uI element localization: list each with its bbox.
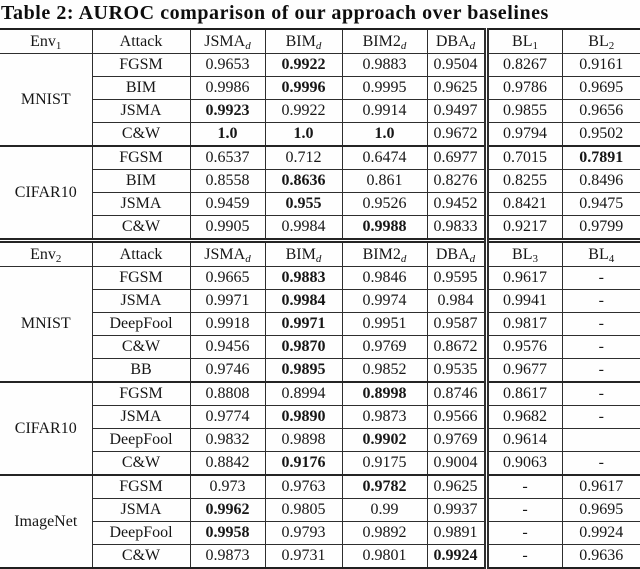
auroc-value-cell: 1.0 [265, 123, 342, 147]
auroc-value-cell: 0.8255 [486, 170, 562, 193]
column-header [92, 29, 190, 54]
auroc-value-cell: 0.9769 [342, 336, 427, 359]
column-header [486, 241, 562, 267]
auroc-value-cell: 0.9763 [265, 475, 342, 499]
auroc-value-cell: 0.9695 [562, 499, 640, 522]
table-row [0, 452, 640, 476]
column-header-subscript: d [469, 252, 476, 265]
auroc-value-cell: 0.9962 [190, 499, 265, 522]
auroc-value-cell: 0.9995 [342, 77, 427, 100]
auroc-value-cell: 0.9176 [265, 452, 342, 476]
attack-label: C&W [92, 545, 190, 569]
auroc-value-cell: 0.984 [427, 290, 486, 313]
auroc-value-cell: 0.8496 [562, 170, 640, 193]
auroc-value-cell: 0.9883 [342, 54, 427, 77]
table-row [0, 382, 640, 406]
column-header [486, 29, 562, 54]
auroc-value-cell: 0.6474 [342, 146, 427, 170]
dataset-label: CIFAR10 [0, 146, 92, 241]
table-row [0, 336, 640, 359]
auroc-value-cell: 0.9898 [265, 429, 342, 452]
auroc-value-cell: 0.9595 [427, 267, 486, 290]
auroc-value-cell: 0.7891 [562, 146, 640, 170]
auroc-value-cell: 0.9799 [562, 216, 640, 241]
auroc-value-cell: 0.9833 [427, 216, 486, 241]
table-row [0, 475, 640, 499]
column-header [265, 241, 342, 267]
auroc-value-cell: 0.9636 [562, 545, 640, 569]
table-row [0, 170, 640, 193]
column-header [427, 241, 486, 267]
column-header-label: BIM2 [362, 245, 401, 263]
column-header-label: BIM [285, 245, 316, 263]
dataset-label: ImageNet [0, 475, 92, 568]
auroc-value-cell: 0.9653 [190, 54, 265, 77]
column-header-subscript: d [469, 39, 476, 52]
auroc-value-cell: 0.9161 [562, 54, 640, 77]
auroc-value-cell: - [562, 382, 640, 406]
auroc-value-cell: 0.9502 [562, 123, 640, 147]
auroc-value-cell: 0.8808 [190, 382, 265, 406]
column-header-label: JSMA [204, 245, 246, 263]
auroc-value-cell: 0.9922 [265, 100, 342, 123]
auroc-value-cell: 0.8636 [265, 170, 342, 193]
column-header-label: BIM2 [362, 32, 401, 50]
auroc-value-cell: 0.9984 [265, 216, 342, 241]
auroc-value-cell: 0.9971 [265, 313, 342, 336]
auroc-value-cell: 0.9971 [190, 290, 265, 313]
section-header-row [0, 29, 640, 54]
column-header-label: BL [588, 245, 609, 263]
auroc-value-cell: 0.9924 [427, 545, 486, 569]
auroc-value-cell: 0.9923 [190, 100, 265, 123]
auroc-value-cell: 1.0 [190, 123, 265, 147]
auroc-value-cell: 0.9855 [486, 100, 562, 123]
auroc-value-cell: 0.9794 [486, 123, 562, 147]
auroc-value-cell: 0.9905 [190, 216, 265, 241]
auroc-value-cell: 0.9625 [427, 475, 486, 499]
column-header-subscript: d [400, 39, 407, 52]
auroc-value-cell: 0.9587 [427, 313, 486, 336]
table-row [0, 193, 640, 216]
auroc-value-cell: 0.8421 [486, 193, 562, 216]
auroc-value-cell: 0.9986 [190, 77, 265, 100]
auroc-value-cell: 0.9786 [486, 77, 562, 100]
table-row [0, 54, 640, 77]
column-header-label: Attack [119, 245, 163, 263]
auroc-value-cell: 0.9746 [190, 359, 265, 383]
auroc-value-cell: 0.8276 [427, 170, 486, 193]
attack-label: BB [92, 359, 190, 383]
auroc-value-cell: 0.9682 [486, 406, 562, 429]
auroc-value-cell: 0.9459 [190, 193, 265, 216]
attack-label: JSMA [92, 290, 190, 313]
column-header-subscript: d [315, 39, 322, 52]
auroc-value-cell: 0.9175 [342, 452, 427, 476]
auroc-value-cell: 0.9924 [562, 522, 640, 545]
auroc-value-cell: 0.9922 [265, 54, 342, 77]
auroc-value-cell: 0.9883 [265, 267, 342, 290]
column-header-subscript: 1 [55, 39, 62, 52]
column-header [92, 241, 190, 267]
auroc-value-cell: 0.9475 [562, 193, 640, 216]
auroc-value-cell: 0.9731 [265, 545, 342, 569]
auroc-value-cell: - [486, 499, 562, 522]
column-header-subscript: d [315, 252, 322, 265]
auroc-value-cell: 0.9656 [562, 100, 640, 123]
auroc-value-cell: - [562, 313, 640, 336]
auroc-value-cell: 0.8672 [427, 336, 486, 359]
table-row [0, 100, 640, 123]
auroc-value-cell: 0.9456 [190, 336, 265, 359]
column-header [190, 241, 265, 267]
column-header-label: Attack [119, 32, 163, 50]
auroc-value-cell: - [562, 336, 640, 359]
auroc-value-cell: 0.9801 [342, 545, 427, 569]
auroc-value-cell: 0.9996 [265, 77, 342, 100]
column-header-label: Env [30, 32, 56, 50]
auroc-value-cell: 0.9217 [486, 216, 562, 241]
column-header [342, 29, 427, 54]
auroc-value-cell: 0.6537 [190, 146, 265, 170]
auroc-value-cell: 0.8267 [486, 54, 562, 77]
dataset-label: CIFAR10 [0, 382, 92, 475]
auroc-value-cell: 0.9004 [427, 452, 486, 476]
auroc-value-cell: 0.6977 [427, 146, 486, 170]
auroc-value-cell: 0.9873 [342, 406, 427, 429]
auroc-value-cell: 0.8558 [190, 170, 265, 193]
column-header-subscript: 2 [608, 39, 615, 52]
column-header-subscript: 1 [532, 39, 538, 52]
auroc-value-cell: - [562, 359, 640, 383]
column-header-label: Env [30, 245, 56, 263]
column-header-subscript: d [400, 252, 407, 265]
auroc-value-cell: - [562, 267, 640, 290]
auroc-table [0, 28, 640, 569]
attack-label: JSMA [92, 100, 190, 123]
auroc-value-cell: 0.9852 [342, 359, 427, 383]
auroc-value-cell: 0.9937 [427, 499, 486, 522]
auroc-value-cell: 0.9504 [427, 54, 486, 77]
auroc-value-cell: 0.712 [265, 146, 342, 170]
auroc-value-cell: - [562, 452, 640, 476]
auroc-value-cell: 0.9063 [486, 452, 562, 476]
auroc-value-cell: 0.9846 [342, 267, 427, 290]
auroc-value-cell: 0.9958 [190, 522, 265, 545]
auroc-value-cell [562, 429, 640, 452]
attack-label: JSMA [92, 193, 190, 216]
table-row [0, 146, 640, 170]
auroc-value-cell: 0.973 [190, 475, 265, 499]
auroc-value-cell: - [562, 290, 640, 313]
dataset-label: MNIST [0, 267, 92, 383]
auroc-value-cell: 0.9902 [342, 429, 427, 452]
attack-label: BIM [92, 170, 190, 193]
auroc-value-cell: 0.9526 [342, 193, 427, 216]
column-header-subscript: d [245, 252, 251, 265]
auroc-value-cell: 0.9769 [427, 429, 486, 452]
attack-label: C&W [92, 452, 190, 476]
column-header [265, 29, 342, 54]
auroc-value-cell: 0.9695 [562, 77, 640, 100]
table-row [0, 290, 640, 313]
auroc-value-cell: 1.0 [342, 123, 427, 147]
table-row [0, 359, 640, 383]
auroc-value-cell: 0.8746 [427, 382, 486, 406]
table-row [0, 216, 640, 241]
auroc-value-cell: 0.9890 [265, 406, 342, 429]
auroc-value-cell: 0.9535 [427, 359, 486, 383]
table-row [0, 522, 640, 545]
auroc-value-cell: 0.9625 [427, 77, 486, 100]
section-header-row [0, 241, 640, 267]
table-row [0, 313, 640, 336]
column-header-subscript: d [245, 39, 251, 52]
column-header-subscript: 3 [532, 252, 538, 265]
column-header-label: BIM [285, 32, 316, 50]
auroc-value-cell: 0.9617 [562, 475, 640, 499]
auroc-value-cell: - [486, 522, 562, 545]
attack-label: FGSM [92, 54, 190, 77]
table-row [0, 499, 640, 522]
attack-label: FGSM [92, 146, 190, 170]
attack-label: JSMA [92, 499, 190, 522]
column-header [427, 29, 486, 54]
attack-label: BIM [92, 77, 190, 100]
column-header-subscript: 2 [55, 252, 62, 265]
table-row [0, 77, 640, 100]
attack-label: DeepFool [92, 429, 190, 452]
auroc-value-cell: 0.99 [342, 499, 427, 522]
auroc-value-cell: 0.9614 [486, 429, 562, 452]
auroc-value-cell: 0.9782 [342, 475, 427, 499]
auroc-value-cell: 0.9805 [265, 499, 342, 522]
column-header-label: BL [512, 245, 533, 263]
auroc-value-cell: 0.955 [265, 193, 342, 216]
auroc-value-cell: 0.8617 [486, 382, 562, 406]
auroc-table-body [0, 29, 640, 568]
auroc-value-cell: 0.9497 [427, 100, 486, 123]
attack-label: JSMA [92, 406, 190, 429]
auroc-value-cell: 0.9870 [265, 336, 342, 359]
auroc-value-cell: 0.8842 [190, 452, 265, 476]
auroc-value-cell: 0.861 [342, 170, 427, 193]
column-header-subscript: 4 [608, 252, 615, 265]
auroc-value-cell: - [486, 475, 562, 499]
table-row [0, 545, 640, 569]
attack-label: DeepFool [92, 522, 190, 545]
table-caption: Table 2: AUROC comparison of our approach over baselines [1, 2, 549, 24]
auroc-value-cell: - [562, 406, 640, 429]
auroc-value-cell: 0.9566 [427, 406, 486, 429]
auroc-value-cell: 0.9892 [342, 522, 427, 545]
auroc-value-cell: 0.9817 [486, 313, 562, 336]
auroc-value-cell: 0.9941 [486, 290, 562, 313]
column-header [342, 241, 427, 267]
column-header [0, 241, 92, 267]
auroc-value-cell: 0.8998 [342, 382, 427, 406]
column-header [562, 241, 640, 267]
table-row [0, 123, 640, 147]
table-row [0, 267, 640, 290]
column-header-label: BL [588, 32, 609, 50]
auroc-value-cell: 0.9665 [190, 267, 265, 290]
auroc-value-cell: 0.9774 [190, 406, 265, 429]
auroc-value-cell: 0.9832 [190, 429, 265, 452]
auroc-value-cell: 0.7015 [486, 146, 562, 170]
column-header [562, 29, 640, 54]
auroc-value-cell: 0.9576 [486, 336, 562, 359]
auroc-value-cell: 0.9617 [486, 267, 562, 290]
auroc-value-cell: 0.9914 [342, 100, 427, 123]
attack-label: C&W [92, 336, 190, 359]
column-header [190, 29, 265, 54]
table-row [0, 429, 640, 452]
dataset-label: MNIST [0, 54, 92, 147]
column-header-label: JSMA [204, 32, 246, 50]
auroc-value-cell: 0.8994 [265, 382, 342, 406]
attack-label: C&W [92, 216, 190, 241]
auroc-value-cell: 0.9974 [342, 290, 427, 313]
table-row [0, 406, 640, 429]
attack-label: DeepFool [92, 313, 190, 336]
column-header-label: DBA [435, 245, 470, 263]
attack-label: FGSM [92, 382, 190, 406]
auroc-value-cell: 0.9873 [190, 545, 265, 569]
column-header-label: DBA [435, 32, 470, 50]
auroc-value-cell: 0.9793 [265, 522, 342, 545]
auroc-value-cell: 0.9672 [427, 123, 486, 147]
auroc-value-cell: 0.9918 [190, 313, 265, 336]
attack-label: FGSM [92, 267, 190, 290]
auroc-value-cell: 0.9452 [427, 193, 486, 216]
auroc-value-cell: 0.9984 [265, 290, 342, 313]
auroc-value-cell: - [486, 545, 562, 569]
auroc-value-cell: 0.9951 [342, 313, 427, 336]
attack-label: C&W [92, 123, 190, 147]
auroc-value-cell: 0.9988 [342, 216, 427, 241]
attack-label: FGSM [92, 475, 190, 499]
auroc-value-cell: 0.9891 [427, 522, 486, 545]
column-header [0, 29, 92, 54]
auroc-value-cell: 0.9895 [265, 359, 342, 383]
auroc-value-cell: 0.9677 [486, 359, 562, 383]
column-header-label: BL [512, 32, 533, 50]
